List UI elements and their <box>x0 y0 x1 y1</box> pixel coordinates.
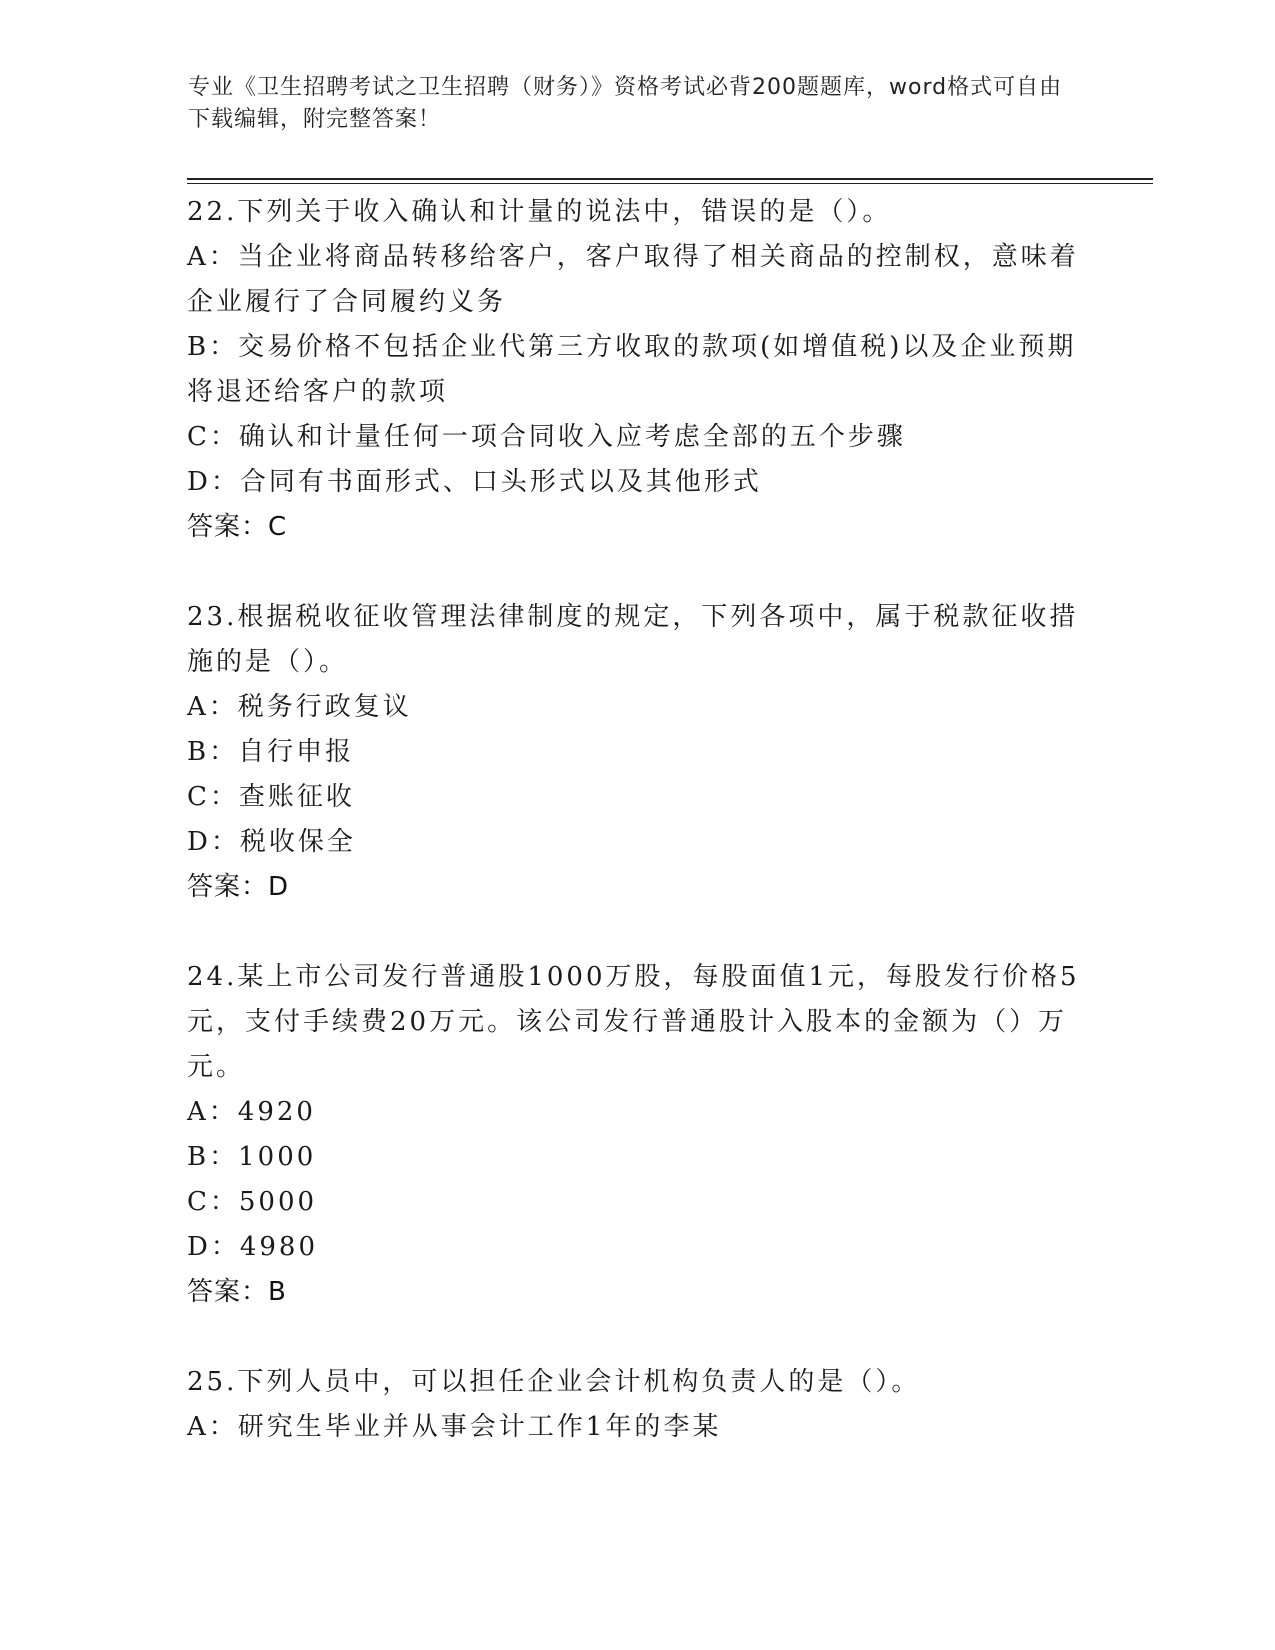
header-divider-thin <box>187 183 1153 184</box>
option-c: C：5000 <box>187 1187 318 1217</box>
option-c: C：确认和计量任何一项合同收入应考虑全部的五个步骤 <box>187 422 906 452</box>
question-spacer <box>187 550 1087 595</box>
question-24 <box>187 955 1087 1315</box>
question-spacer <box>187 910 1087 955</box>
option-a: A：当企业将商品转移给客户，客户取得了相关商品的控制权，意味着企业履行了合同履约义务 <box>187 242 1079 317</box>
document-header: 专业《卫生招聘考试之卫生招聘（财务）》资格考试必背200题题库，word格式可自由下载编辑，附完整答案！ <box>188 75 1063 132</box>
question-list <box>187 190 1087 1450</box>
option-d: D：税收保全 <box>187 827 356 857</box>
question-text: 24.某上市公司发行普通股1000万股，每股面值1元，每股发行价格5元，支付手续费20万元。该公司发行普通股计入股本的金额为（）万元。 <box>187 962 1080 1082</box>
option-a: A：税务行政复议 <box>187 692 412 722</box>
answer-line: 答案：C <box>187 512 288 542</box>
question-25 <box>187 1360 1087 1450</box>
option-b: B：自行申报 <box>187 737 355 767</box>
question-22 <box>187 190 1087 550</box>
question-spacer <box>187 1315 1087 1360</box>
question-23 <box>187 595 1087 910</box>
question-text: 23.根据税收征收管理法律制度的规定，下列各项中，属于税款征收措施的是（）。 <box>187 602 1079 677</box>
question-text: 22.下列关于收入确认和计量的说法中，错误的是（）。 <box>187 197 892 227</box>
option-b: B：交易价格不包括企业代第三方收取的款项(如增值税)以及企业预期将退还给客户的款项 <box>187 332 1077 407</box>
option-c: C：查账征收 <box>187 782 355 812</box>
option-a: A：研究生毕业并从事会计工作1年的李某 <box>187 1412 722 1442</box>
answer-line: 答案：B <box>187 1277 287 1307</box>
option-a: A：4920 <box>187 1097 316 1127</box>
question-text: 25.下列人员中，可以担任企业会计机构负责人的是（）。 <box>187 1367 921 1397</box>
option-d: D：合同有书面形式、口头形式以及其他形式 <box>187 467 762 497</box>
option-b: B：1000 <box>187 1142 317 1172</box>
answer-line: 答案：D <box>187 872 290 902</box>
header-divider-thick <box>187 178 1153 180</box>
option-d: D：4980 <box>187 1232 319 1262</box>
